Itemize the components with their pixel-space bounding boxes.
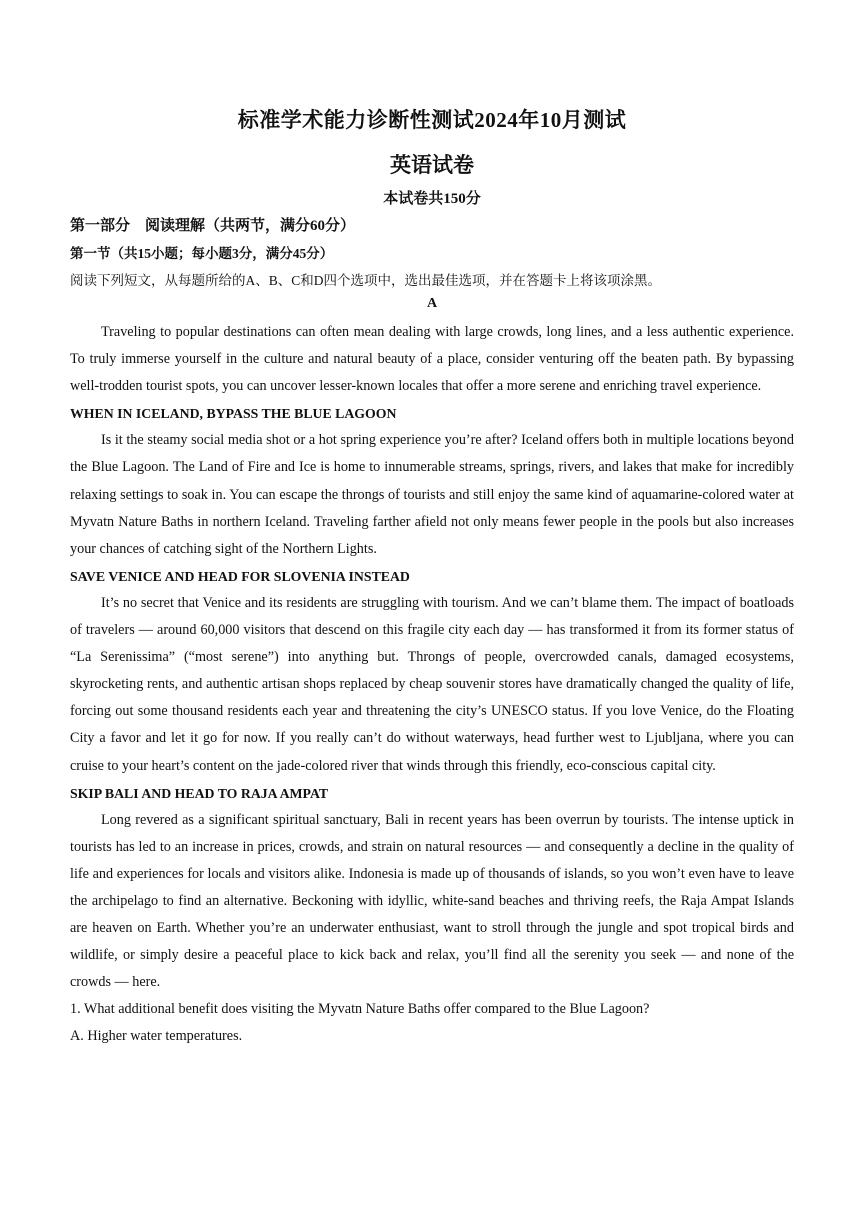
section-heading-venice: SAVE VENICE AND HEAD FOR SLOVENIA INSTEAD (70, 568, 410, 584)
question-option-a: A. Higher water temperatures. (70, 1028, 243, 1045)
passage-intro: Traveling to popular destinations can often mean dealing with large crowds, long lines, and a less authentic experience. To truly immerse yourself in the culture and natural beauty of a place, consider venturing off the beaten path. By bypassing well-trodden tourist spots, you can uncover lesser-known locales that offer a more serene and enriching travel experience. (70, 324, 794, 395)
passage-letter: A (426, 296, 438, 311)
section-heading: 第一节（共15小题；每小题3分，满分45分） (70, 246, 334, 261)
instruction-text: 阅读下列短文，从每题所给的A、B、C和D四个选项中，选出最佳选项，并在答题卡上将该项涂黑。 (70, 273, 662, 288)
section-heading-iceland: WHEN IN ICELAND, BYPASS THE BLUE LAGOON (70, 406, 397, 422)
section-heading-bali: SKIP BALI AND HEAD TO RAJA AMPAT (70, 785, 329, 801)
question-stem: 1. What additional benefit does visiting the Myvatn Nature Baths offer compared to the Blue Lagoon? (70, 1001, 650, 1018)
passage-body (70, 319, 794, 1051)
section-text-venice: It’s no secret that Venice and its residents are struggling with tourism. And we can’t blame them. The impact of boatloads of travelers — around 60,000 visitors that descend on this fragile city each day — has transformed it from its former status of “La Serenissima” (“most serene”) into anything but. Throngs of people, overcrowded canals, damaged ecosystems, skyrocketing rents, and authentic artisan shops replaced by cheap souvenir stores have dramatically changed the quality of life, forcing out some thousand residents each year and threatening the city’s UNESCO status. If you love Venice, do the Floating City a favor and let it go for now. If you really can’t do without waterways, head further west to Ljubljana, where you can cruise to your heart’s content on the jade-colored river that winds through this friendly, eco-conscious capital city. (70, 594, 794, 774)
exam-subject: 英语试卷 (390, 153, 474, 177)
part-heading: 第一部分 阅读理解（共两节，满分60分） (70, 218, 356, 234)
section-text-iceland: Is it the steamy social media shot or a hot spring experience you’re after? Iceland offers both in multiple locations beyond the Blue Lagoon. The Land of Fire and Ice is home to innumerable streams, springs, rivers, and lakes that make for incredibly relaxing settings to soak in. You can escape the throngs of tourists and still enjoy the same kind of aquamarine-colored water at Myvatn Nature Baths in northern Iceland. Traveling farther afield not only means fewer people in the pools but also increases your chances of catching sight of the Northern Lights. (70, 432, 794, 557)
exam-title: 标准学术能力诊断性测试2024年10月测试 (237, 108, 627, 132)
total-score: 本试卷共150分 (383, 191, 481, 207)
section-text-bali: Long revered as a significant spiritual sanctuary, Bali in recent years has been overrun by tourists. The intense uptick in tourists has led to an increase in prices, crowds, and strain on natural resources — and consequently a decline in the quality of life and experiences for locals and visitors alike. Indonesia is made up of thousands of islands, so you won’t even have to leave the archipelago to find an alternative. Beckoning with idyllic, white-sand beaches and thriving reefs, the Raja Ampat Islands are heaven on Earth. Whether you’re an underwater enthusiast, want to stroll through the jungle and spot tropical birds and wildlife, or simply desire a peaceful place to kick back and relax, you’ll find all the serenity you seek — and none of the crowds — here. (70, 811, 794, 991)
